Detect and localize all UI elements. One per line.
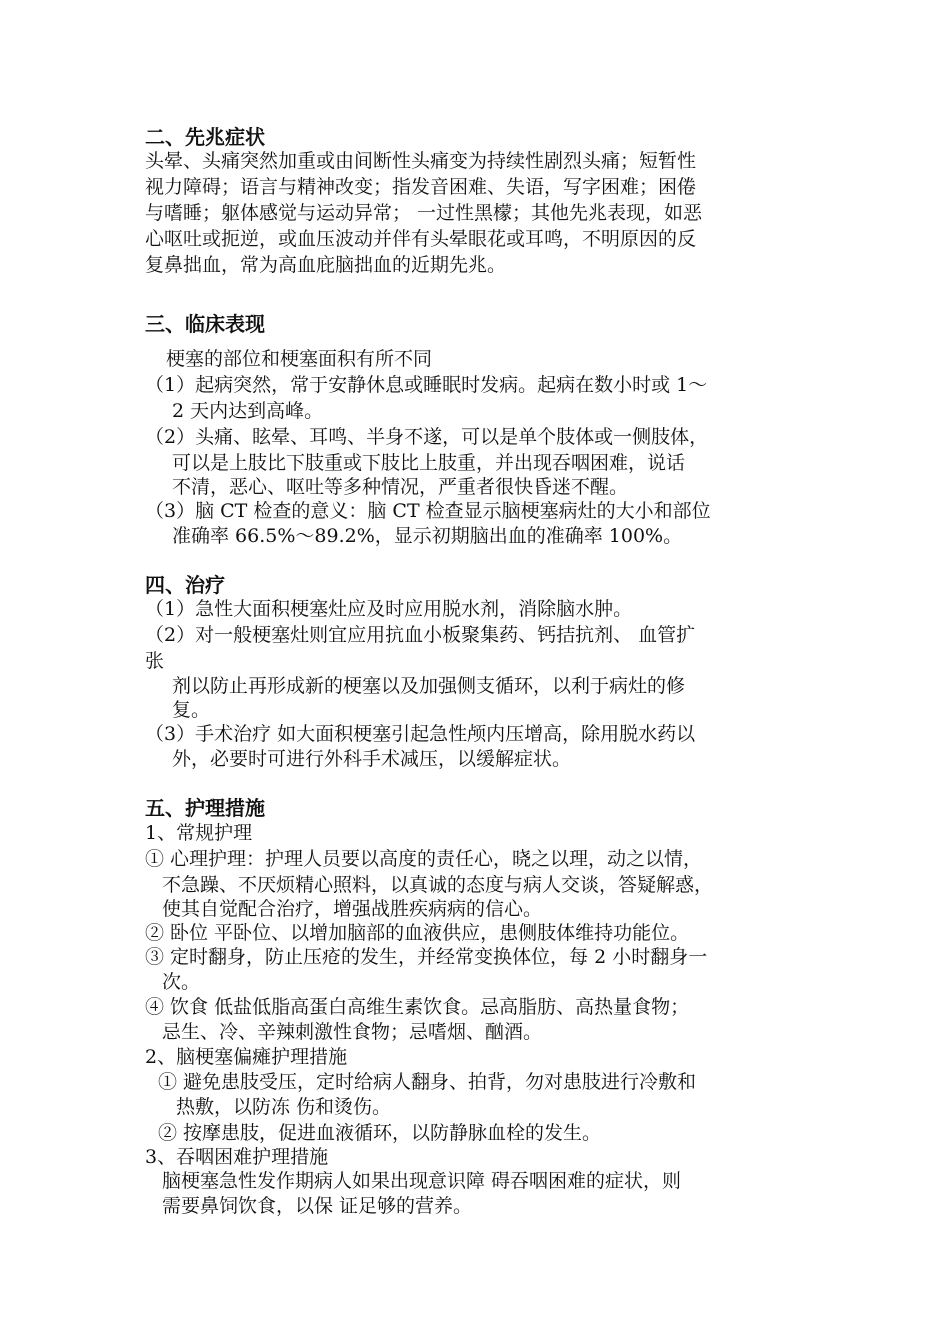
- list-item: ③ 定时翻身，防止压疮的发生，并经常变换体位，每 2 小时翻身一: [145, 946, 708, 968]
- list-item: （2）对一般梗塞灶则宜应用抗血小板聚集药、钙拮抗剂、 血管扩: [145, 624, 696, 646]
- paragraph-line: 头晕、头痛突然加重或由间断性头痛变为持续性剧烈头痛；短暂性: [145, 150, 697, 172]
- section-heading-nursing-measures: 五、护理措施: [145, 796, 265, 820]
- section-heading-treatment: 四、治疗: [145, 573, 225, 597]
- list-item: （3）手术治疗 如大面积梗塞引起急性颅内压增高，除用脱水药以: [145, 723, 696, 745]
- paragraph-line: 视力障碍；语言与精神改变；指发音困难、失语，写字困难；困倦: [145, 176, 697, 198]
- paragraph-line: 需要鼻饲饮食，以保 证足够的营养。: [162, 1195, 473, 1217]
- list-item-continuation: 使其自觉配合治疗，增强战胜疾病病的信心。: [162, 898, 543, 920]
- list-item: ① 心理护理：护理人员要以高度的责任心，晓之以理，动之以情，: [145, 848, 703, 870]
- paragraph-line: 复鼻拙血，常为高血庇脑拙血的近期先兆。: [145, 254, 507, 276]
- paragraph-line: 梗塞的部位和梗塞面积有所不同: [166, 348, 433, 370]
- subsection-heading: 1、常规护理: [145, 822, 253, 844]
- list-item: （1）急性大面积梗塞灶应及时应用脱水剂，消除脑水肿。: [145, 598, 633, 620]
- paragraph-line: 脑梗塞急性发作期病人如果出现意识障 碍吞咽困难的症状，则: [162, 1170, 682, 1192]
- list-item-continuation: 张: [145, 650, 165, 672]
- list-item-continuation: 准确率 66.5%～89.2%，显示初期脑出血的准确率 100%。: [172, 525, 683, 547]
- list-item: （3）脑 CT 检查的意义：脑 CT 检查显示脑梗塞病灶的大小和部位: [145, 500, 711, 522]
- list-item-continuation: 复。: [172, 699, 211, 721]
- paragraph-line: 与嗜睡；躯体感觉与运动异常； 一过性黑檬；其他先兆表现，如恶: [145, 202, 703, 224]
- list-item-continuation: 不急躁、不厌烦精心照料，以真诚的态度与病人交谈，答疑解惑，: [162, 874, 714, 896]
- list-item: ② 按摩患肢，促进血液循环，以防静脉血栓的发生。: [158, 1122, 602, 1144]
- list-item: （2）头痛、眩晕、耳鸣、半身不遂，可以是单个肢体或一侧肢体，: [145, 426, 709, 448]
- list-item: ② 卧位 平卧位、以增加脑部的血液供应，患侧肢体维持功能位。: [145, 922, 690, 944]
- section-heading-precursor-symptoms: 二、先兆症状: [145, 125, 265, 149]
- subsection-heading: 3、吞咽困难护理措施: [145, 1146, 329, 1168]
- list-item-continuation: 不清，恶心、呕吐等多种情况，严重者很快昏迷不醒。: [172, 476, 629, 498]
- list-item-continuation: 次。: [162, 971, 201, 993]
- list-item-continuation: 忌生、冷、辛辣刺激性食物；忌嗜烟、酗酒。: [162, 1021, 543, 1043]
- list-item-continuation: 可以是上肢比下肢重或下肢比上肢重，并出现吞咽困难，说话: [172, 452, 686, 474]
- list-item: ④ 饮食 低盐低脂高蛋白高维生素饮食。忌高脂肪、高热量食物；: [145, 996, 690, 1018]
- list-item: ① 避免患肢受压，定时给病人翻身、拍背，勿对患肢进行冷敷和: [158, 1071, 697, 1093]
- list-item: （1）起病突然，常于安静休息或睡眠时发病。起病在数小时或 1～: [145, 374, 708, 396]
- list-item-continuation: 2 天内达到高峰。: [172, 400, 324, 422]
- section-heading-clinical-manifestations: 三、临床表现: [145, 312, 265, 336]
- list-item-continuation: 剂以防止再形成新的梗塞以及加强侧支循环，以利于病灶的修: [172, 675, 686, 697]
- paragraph-line: 心呕吐或扼逆，或血压波动并伴有头晕眼花或耳鸣，不明原因的反: [145, 228, 697, 250]
- list-item-continuation: 热敷，以防冻 伤和烫伤。: [176, 1096, 392, 1118]
- list-item-continuation: 外，必要时可进行外科手术减压，以缓解症状。: [172, 748, 572, 770]
- subsection-heading: 2、脑梗塞偏瘫护理措施: [145, 1046, 348, 1068]
